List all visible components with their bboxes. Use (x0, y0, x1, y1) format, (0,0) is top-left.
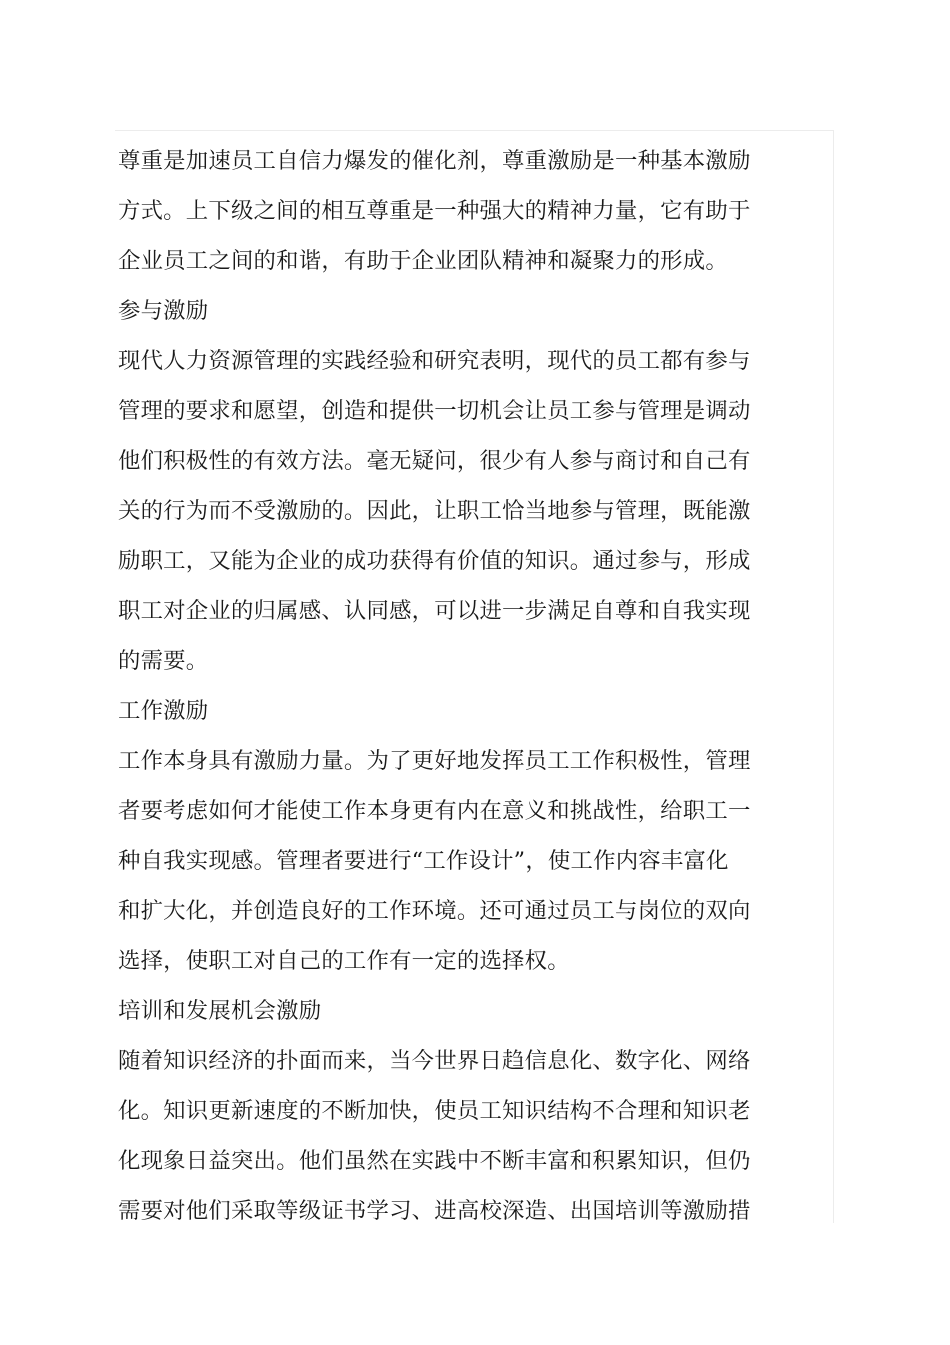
paragraph-training-line-1: 随着知识经济的扑面而来，当今世界日趋信息化、数字化、网络 (118, 1048, 751, 1074)
section-heading-participation: 参与激励 (118, 298, 209, 324)
paragraph-respect-line-1: 尊重是加速员工自信力爆发的催化剂，尊重激励是一种基本激励 (118, 148, 751, 174)
paragraph-respect-line-2: 方式。上下级之间的相互尊重是一种强大的精神力量，它有助于 (118, 198, 751, 224)
paragraph-training-line-3: 化现象日益突出。他们虽然在实践中不断丰富和积累知识，但仍 (118, 1148, 751, 1174)
section-heading-training: 培训和发展机会激励 (118, 998, 322, 1024)
paragraph-work-line-1: 工作本身具有激励力量。为了更好地发挥员工工作积极性，管理 (118, 748, 751, 774)
section-heading-work: 工作激励 (118, 698, 209, 724)
paragraph-training-line-2: 化。知识更新速度的不断加快，使员工知识结构不合理和知识老 (118, 1098, 751, 1124)
paragraph-participation-line-2: 管理的要求和愿望，创造和提供一切机会让员工参与管理是调动 (118, 398, 751, 424)
paragraph-participation-line-7: 的需要。 (118, 648, 209, 674)
paragraph-work-line-4: 和扩大化，并创造良好的工作环境。还可通过员工与岗位的双向 (118, 898, 751, 924)
paragraph-work-line-2: 者要考虑如何才能使工作本身更有内在意义和挑战性，给职工一 (118, 798, 751, 824)
paragraph-participation-line-1: 现代人力资源管理的实践经验和研究表明，现代的员工都有参与 (118, 348, 751, 374)
document-body (118, 136, 763, 1236)
paragraph-training-line-4: 需要对他们采取等级证书学习、进高校深造、出国培训等激励措 (118, 1198, 751, 1224)
paragraph-work-line-5: 选择，使职工对自己的工作有一定的选择权。 (118, 948, 570, 974)
paragraph-work-line-3: 种自我实现感。管理者要进行“工作设计”，使工作内容丰富化 (118, 848, 729, 874)
paragraph-participation-line-5: 励职工，又能为企业的成功获得有价值的知识。通过参与，形成 (118, 548, 751, 574)
paragraph-participation-line-6: 职工对企业的归属感、认同感，可以进一步满足自尊和自我实现 (118, 598, 751, 624)
paragraph-participation-line-3: 他们积极性的有效方法。毫无疑问，很少有人参与商讨和自己有 (118, 448, 751, 474)
paragraph-participation-line-4: 关的行为而不受激励的。因此，让职工恰当地参与管理，既能激 (118, 498, 751, 524)
paragraph-respect-line-3: 企业员工之间的和谐，有助于企业团队精神和凝聚力的形成。 (118, 248, 728, 274)
